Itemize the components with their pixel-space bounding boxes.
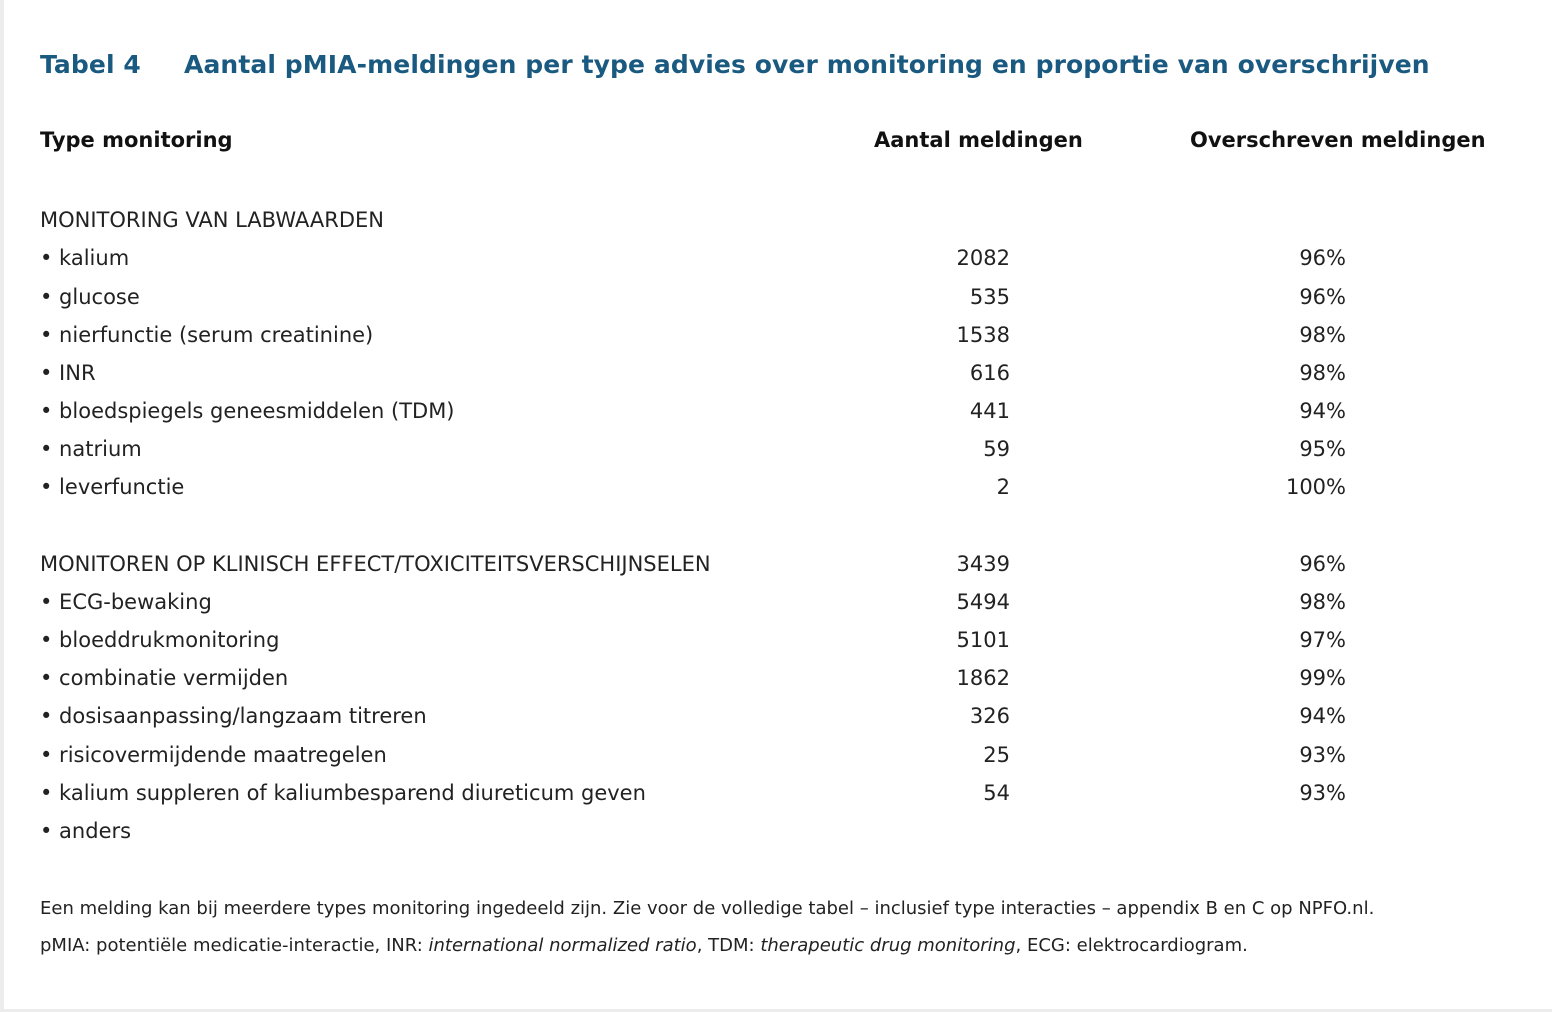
- row-percentage: 96%: [1299, 285, 1346, 309]
- column-header-count: Aantal meldingen: [874, 128, 1083, 152]
- section-heading-clinical: [0, 545, 1552, 583]
- row-label: • glucose: [40, 285, 140, 309]
- row-label: • natrium: [40, 437, 142, 461]
- row-count: 54: [983, 781, 1010, 805]
- row-label: • bloeddrukmonitoring: [40, 628, 280, 652]
- row-label: • dosisaanpassing/langzaam titreren: [40, 704, 427, 728]
- row-percentage: 93%: [1299, 781, 1346, 805]
- row-label: • INR: [40, 361, 96, 385]
- row-label: • anders: [40, 819, 132, 843]
- table-row: [0, 736, 1552, 774]
- row-count: 1862: [956, 666, 1010, 690]
- row-count: 2082: [956, 246, 1010, 270]
- table-title: [40, 50, 1430, 79]
- row-count: 2: [996, 475, 1010, 499]
- table-row: [0, 774, 1552, 812]
- row-count: 59: [983, 437, 1010, 461]
- row-label: • nierfunctie (serum creatinine): [40, 323, 374, 347]
- row-count: 326: [969, 704, 1010, 728]
- row-percentage: 96%: [1299, 552, 1346, 576]
- row-percentage: 98%: [1299, 590, 1346, 614]
- row-percentage: 96%: [1299, 246, 1346, 270]
- footnote-italic-tdm: therapeutic drug monitoring: [760, 935, 1016, 956]
- row-count: 5494: [956, 590, 1010, 614]
- row-percentage: 100%: [1285, 475, 1346, 499]
- row-percentage: 94%: [1299, 399, 1346, 423]
- row-label: • combinatie vermijden: [40, 666, 289, 690]
- footnote-italic-inr: international normalized ratio: [428, 935, 697, 956]
- row-label: • kalium: [40, 246, 130, 270]
- table-row: [0, 354, 1552, 392]
- table-row: [0, 659, 1552, 697]
- row-count: 616: [969, 361, 1010, 385]
- table-row: [0, 621, 1552, 659]
- footnote-line-2: [40, 935, 1248, 956]
- table-caption: Aantal pMIA-meldingen per type advies over monitoring en proportie van overschrijven: [184, 50, 1430, 79]
- table-row: [0, 812, 1552, 850]
- table-row: [0, 239, 1552, 277]
- footnote-text: , ECG: elektrocardiogram.: [1015, 935, 1248, 956]
- row-percentage: 95%: [1299, 437, 1346, 461]
- page-edge-left: [0, 0, 4, 1012]
- row-count: 535: [969, 285, 1010, 309]
- table-row: [0, 430, 1552, 468]
- column-header-type: Type monitoring: [40, 128, 233, 152]
- row-count: 1538: [956, 323, 1010, 347]
- section-heading-lab: [0, 201, 1552, 239]
- row-label: • leverfunctie: [40, 475, 185, 499]
- table-row: [0, 583, 1552, 621]
- column-header-overridden: Overschreven meldingen: [1190, 128, 1486, 152]
- table-row: [0, 468, 1552, 506]
- table-row: [0, 316, 1552, 354]
- footnote-line-1: Een melding kan bij meerdere types monitoring ingedeeld zijn. Zie voor de volledige tabel – inclusief type interacties – appendix B en C op NPFO.nl.: [40, 898, 1375, 919]
- table-row: [0, 278, 1552, 316]
- row-label: • risicovermijdende maatregelen: [40, 743, 387, 767]
- row-percentage: 98%: [1299, 323, 1346, 347]
- row-count: 441: [969, 399, 1010, 423]
- table-row: [0, 697, 1552, 735]
- section-heading-label: MONITORING VAN LABWAARDEN: [40, 208, 384, 232]
- table-number: Tabel 4: [40, 50, 141, 79]
- row-percentage: 99%: [1299, 666, 1346, 690]
- row-count: 5101: [956, 628, 1010, 652]
- row-label: • kalium suppleren of kaliumbesparend diureticum geven: [40, 781, 646, 805]
- row-label: • bloedspiegels geneesmiddelen (TDM): [40, 399, 455, 423]
- row-percentage: 93%: [1299, 743, 1346, 767]
- row-count: 25: [983, 743, 1010, 767]
- row-percentage: 97%: [1299, 628, 1346, 652]
- row-label: • ECG-bewaking: [40, 590, 212, 614]
- footnote-text: , TDM:: [696, 935, 761, 956]
- table-row: [0, 392, 1552, 430]
- row-percentage: 98%: [1299, 361, 1346, 385]
- row-count: 3439: [956, 552, 1010, 576]
- footnote-text: pMIA: potentiële medicatie-interactie, INR:: [40, 935, 429, 956]
- row-percentage: 94%: [1299, 704, 1346, 728]
- section-heading-label: MONITOREN OP KLINISCH EFFECT/TOXICITEITSVERSCHIJNSELEN: [40, 552, 711, 576]
